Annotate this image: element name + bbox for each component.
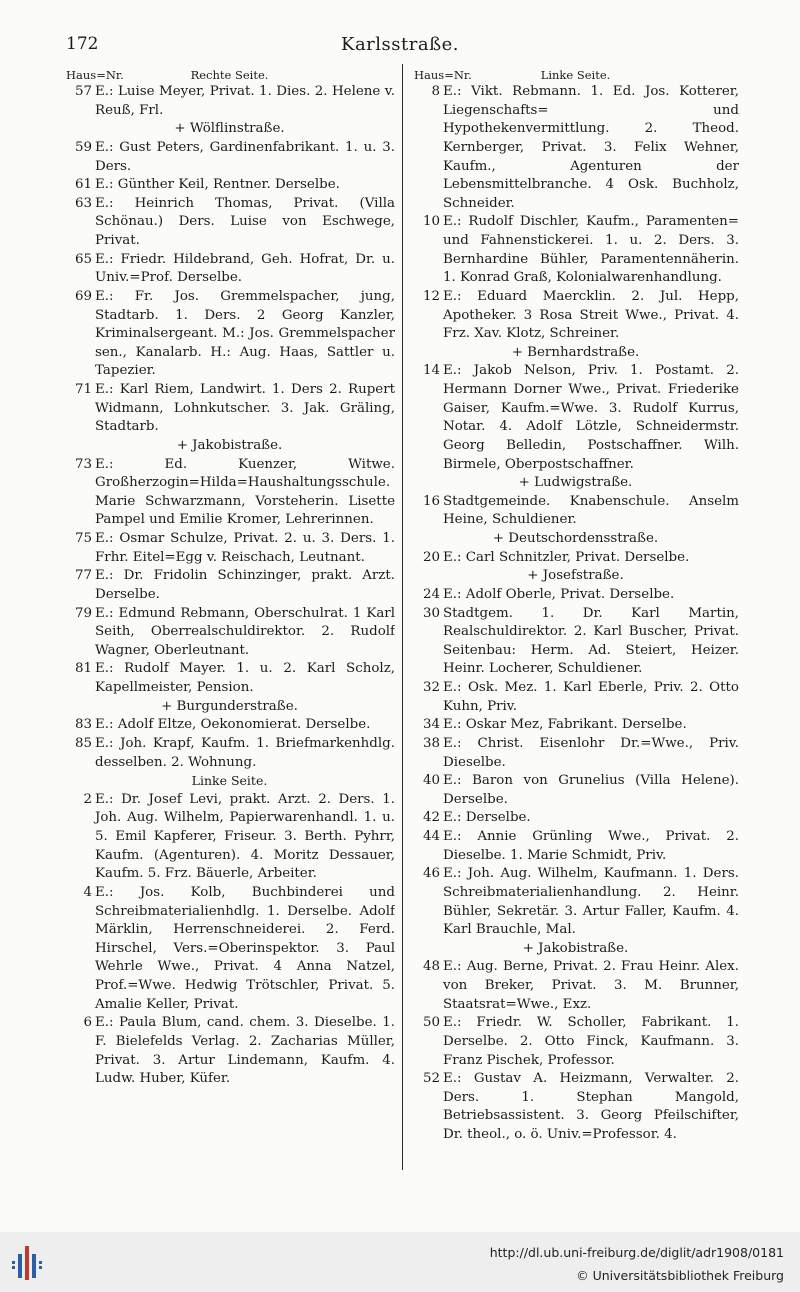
entry-text: E.: Friedr. W. Scholler, Fabrikant. 1. Derselbe. 2. Otto Finck, Kaufmann. 3. Franz Pischek, Professor. [443, 1015, 739, 1068]
entry-text: E.: Friedr. Hildebrand, Geh. Hofrat, Dr. u. Univ.=Prof. Derselbe. [95, 251, 395, 286]
house-number: 38 [422, 735, 440, 751]
hausnr-label: Haus=Nr. [66, 68, 124, 82]
address-entry [412, 549, 739, 568]
address-entry [412, 288, 739, 344]
entry-text: E.: Rudolf Dischler, Kaufm., Paramenten= und Fahnenstickerei. 1. u. 2. Ders. 3. Bernhardine Bühler, Paramentennäherin. 1. Konrad Graß, Kolonialwarenhandlung. [443, 214, 739, 286]
house-number: 52 [422, 1071, 440, 1087]
page-header [66, 34, 734, 58]
entry-text: Stadtgem. 1. Dr. Karl Martin, Realschuldirektor. 2. Karl Buscher, Privat. Seitenbau: Herm. Ad. Steiert, Heizer. Heinr. Locherer, Schuldiener. [443, 605, 739, 677]
house-number: 32 [422, 680, 440, 695]
address-entry [412, 493, 739, 530]
house-number: 8 [431, 84, 440, 99]
cross-street: + Wölflinstraße. [174, 121, 285, 137]
library-logo-icon [10, 1244, 50, 1282]
house-number: 10 [422, 214, 440, 230]
column-divider [402, 64, 403, 1170]
address-entry [64, 288, 395, 381]
entry-text: E.: Jos. Kolb, Buchbinderei und Schreibmaterialienhdlg. 1. Derselbe. Adolf Märklin, Herrenschneiderei. 2. Ferd. Hirschel, Vers.=Oberinspektor. 3. Paul Wehrle Wwe., Privat. 4 Anna Natzel, Prof.=Wwe. Hedwig Trötschler, Privat. 5. Amalie Keller, Privat. [95, 884, 395, 1012]
address-entry [64, 884, 395, 1014]
hausnr-label: Haus=Nr. [414, 68, 472, 82]
address-entry [64, 456, 395, 531]
entry-text: E.: Eduard Maercklin. 2. Jul. Hepp, Apotheker. 3 Rosa Streit Wwe., Privat. 4. Frz. Xav. Klotz, Schreiner. [443, 288, 739, 342]
address-entry [412, 958, 739, 1014]
house-number: 69 [74, 288, 92, 304]
house-number: 16 [422, 493, 440, 509]
entry-text: E.: Heinrich Thomas, Privat. (Villa Schönau.) Ders. Luise von Eschwege, Privat. [95, 195, 395, 248]
address-entry [64, 1014, 395, 1089]
address-entry [412, 362, 739, 474]
house-number: 48 [422, 959, 440, 975]
entry-text: E.: Luise Meyer, Privat. 1. Dies. 2. Helene v. Reuß, Frl. [95, 84, 395, 118]
house-number: 61 [74, 177, 92, 193]
house-number: 44 [422, 829, 440, 844]
entry-text: E.: Carl Schnitzler, Privat. Derselbe. [443, 549, 690, 565]
entry-text: E.: Ed. Kuenzer, Witwe. Großherzogin=Hilda=Haushaltungsschule. Marie Schwarzmann, Vorsteherin. Lisette Pampel und Emilie Kromer, Lehrerinnen. [95, 456, 395, 528]
cross-street: + Josefstraße. [527, 568, 624, 584]
entry-text: E.: Gust Peters, Gardinenfabrikant. 1. u. 3. Ders. [95, 139, 395, 174]
house-number: 77 [74, 568, 92, 584]
entry-text: E.: Karl Riem, Landwirt. 1. Ders 2. Rupert Widmann, Lohnkutscher. 3. Jak. Gräling, Stadtarb. [95, 382, 395, 435]
house-number: 65 [74, 251, 92, 267]
house-number: 59 [74, 139, 92, 155]
address-entry [64, 791, 395, 884]
address-entry [412, 679, 739, 716]
side-label: Linke Seite. [540, 68, 611, 82]
cross-street: + Jakobistraße. [522, 940, 629, 956]
left-column [64, 64, 395, 1174]
entry-text: E.: Annie Grünling Wwe., Privat. 2. Dieselbe. 1. Marie Schmidt, Priv. [443, 829, 739, 863]
house-number: 4 [83, 884, 92, 900]
entry-text: E.: Günther Keil, Rentner. Derselbe. [95, 177, 340, 193]
address-entry [412, 772, 739, 809]
address-entry [64, 83, 395, 120]
address-entry [64, 530, 395, 567]
side-label: Rechte Seite. [190, 68, 269, 82]
house-number: 6 [83, 1015, 92, 1031]
entry-text: E.: Osk. Mez. 1. Karl Eberle, Priv. 2. Otto Kuhn, Priv. [443, 680, 739, 714]
side-subheading: Linke Seite. [191, 773, 268, 789]
house-number: 75 [74, 531, 92, 546]
address-entry [64, 139, 395, 176]
address-entry [64, 605, 395, 661]
house-number: 20 [422, 549, 440, 565]
left-entries [64, 83, 395, 1089]
address-entry [412, 586, 739, 605]
right-entries [412, 83, 739, 1145]
address-entry [412, 735, 739, 772]
entry-text: E.: Jakob Nelson, Priv. 1. Postamt. 2. Hermann Dorner Wwe., Privat. Friederike Gaiser, Kaufm.=Wwe. 3. Rudolf Kurrus, Notar. 4. Adolf Lötzle, Schneidermstr. Georg Belledin, Postschaffner. Wilh. Birmele, Oberpostschaffner. [443, 363, 739, 472]
house-number: 57 [74, 84, 92, 99]
entry-text: E.: Paula Blum, cand. chem. 3. Dieselbe. 1. F. Bielefelds Verlag. 2. Zacharias Müller, Privat. 3. Artur Lindemann, Kaufm. 4. Ludw. Huber, Küfer. [95, 1015, 395, 1087]
address-entry [412, 1014, 739, 1070]
cross-street: + Jakobistraße. [176, 437, 283, 453]
entry-text: E.: Derselbe. [443, 810, 531, 826]
house-number: 40 [422, 773, 440, 789]
house-number: 63 [74, 195, 92, 211]
entry-text: E.: Adolf Eltze, Oekonomierat. Derselbe. [95, 717, 371, 733]
entry-text: E.: Fr. Jos. Gremmelspacher, jung, Stadtarb. 1. Ders. 2 Georg Kanzler, Kriminalsergeant. M.: Jos. Gremmelspacher sen., Kanalarb. H.: Aug. Haas, Sattler u. Tapezier. [95, 288, 395, 379]
house-number: 46 [422, 866, 440, 882]
house-number: 14 [422, 363, 440, 379]
entry-text: E.: Oskar Mez, Fabrikant. Derselbe. [443, 717, 687, 733]
cross-street: + Ludwigstraße. [518, 475, 633, 491]
entry-text: E.: Gustav A. Heizmann, Verwalter. 2. Ders. 1. Stephan Mangold, Betriebsassistent. 3. Georg Pfeilschifter, Dr. theol., o. ö. Univ.=Professor. 4. [443, 1071, 739, 1142]
entry-text: E.: Aug. Berne, Privat. 2. Frau Heinr. Alex. von Breker, Privat. 3. M. Brunner, Staatsrat=Wwe., Exz. [443, 959, 739, 1012]
address-entry [412, 1070, 739, 1145]
address-entry [64, 381, 395, 437]
permalink-url[interactable]: http://dl.ub.uni-freiburg.de/diglit/adr1908/0181 [489, 1245, 784, 1260]
address-entry [64, 660, 395, 697]
address-entry [412, 809, 739, 828]
address-entry [64, 176, 395, 195]
right-column [412, 64, 739, 1174]
house-number: 50 [422, 1015, 440, 1031]
house-number: 79 [74, 605, 92, 621]
entry-text: E.: Rudolf Mayer. 1. u. 2. Karl Scholz, Kapellmeister, Pension. [95, 661, 395, 695]
house-number: 24 [422, 586, 440, 602]
entry-text: E.: Osmar Schulze, Privat. 2. u. 3. Ders. 1. Frhr. Eitel=Egg v. Reischach, Leutnant. [95, 531, 395, 565]
house-number: 81 [74, 661, 92, 677]
cross-street: + Bernhardstraße. [511, 344, 640, 360]
copyright-notice: © Universitätsbibliothek Freiburg [576, 1268, 784, 1283]
address-entry [64, 251, 395, 288]
address-entry [64, 567, 395, 604]
entry-text: E.: Christ. Eisenlohr Dr.=Wwe., Priv. Dieselbe. [443, 735, 739, 770]
house-number: 42 [422, 810, 440, 826]
entry-text: E.: Vikt. Rebmann. 1. Ed. Jos. Kotterer, Liegenschafts= und Hypothekenvermittlung. 2. Theod. Kernberger, Privat. 3. Felix Wehner, Kaufm., Agenturen der Lebensmittelbranche. 4 Osk. Buchholz, Schneider. [443, 84, 739, 211]
house-number: 30 [422, 605, 440, 621]
address-entry [64, 716, 395, 735]
entry-text: E.: Edmund Rebmann, Oberschulrat. 1 Karl Seith, Oberrealschuldirektor. 2. Rudolf Wagner, Oberleutnant. [95, 605, 395, 658]
address-entry [412, 865, 739, 940]
address-entry [64, 735, 395, 772]
house-number: 2 [83, 791, 92, 807]
entry-text: E.: Baron von Grunelius (Villa Helene). Derselbe. [443, 773, 739, 807]
viewer-footer [0, 1232, 800, 1292]
house-number: 85 [74, 735, 92, 751]
address-entry [412, 716, 739, 735]
address-entry [412, 83, 739, 213]
page-number: 172 [66, 34, 99, 54]
entry-text: E.: Joh. Aug. Wilhelm, Kaufmann. 1. Ders. Schreibmaterialienhandlung. 2. Heinr. Bühler, Sekretär. 3. Artur Faller, Kaufm. 4. Karl Brauchle, Mal. [443, 866, 739, 938]
entry-text: E.: Dr. Josef Levi, prakt. Arzt. 2. Ders. 1. Joh. Aug. Wilhelm, Papierwarenhandl. 1. u. 5. Emil Kapferer, Friseur. 3. Berth. Pyhrr, Kaufm. (Agenturen). 4. Moritz Dessauer, Kaufm. 5. Frz. Bäuerle, Arbeiter. [95, 791, 395, 882]
address-entry [412, 828, 739, 865]
entry-text: Stadtgemeinde. Knabenschule. Anselm Heine, Schuldiener. [443, 493, 739, 528]
address-entry [412, 605, 739, 680]
page-title: Karlsstraße. [341, 34, 459, 55]
address-entry [64, 195, 395, 251]
entry-text: E.: Joh. Krapf, Kaufm. 1. Briefmarkenhdlg. desselben. 2. Wohnung. [95, 735, 395, 770]
cross-street: + Burgunderstraße. [161, 698, 298, 714]
cross-street: + Deutschordensstraße. [492, 531, 659, 546]
house-number: 34 [422, 717, 440, 733]
left-column-header [64, 64, 395, 83]
entry-text: E.: Dr. Fridolin Schinzinger, prakt. Arzt. Derselbe. [95, 568, 395, 602]
house-number: 12 [422, 288, 440, 304]
right-column-header [412, 64, 739, 83]
house-number: 73 [74, 456, 92, 472]
address-entry [412, 213, 739, 288]
house-number: 71 [74, 382, 92, 397]
entry-text: E.: Adolf Oberle, Privat. Derselbe. [443, 586, 675, 602]
house-number: 83 [74, 717, 92, 733]
